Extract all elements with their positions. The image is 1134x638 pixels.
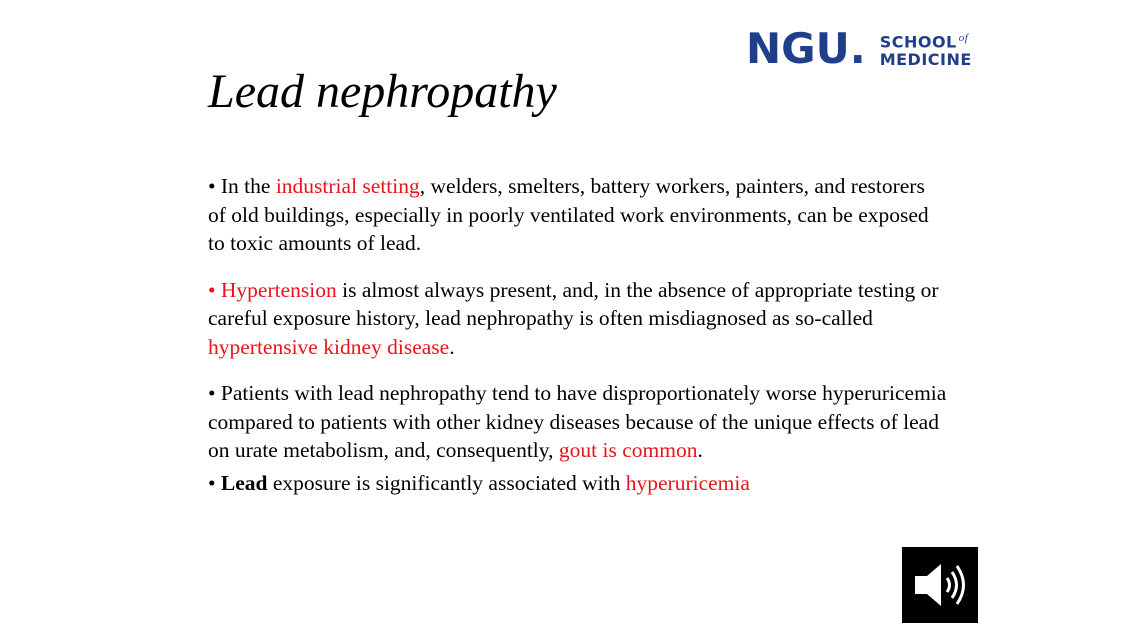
logo-subtitle [880, 30, 972, 67]
logo-line-2: MEDICINE [879, 49, 972, 69]
logo-line-1 [880, 30, 972, 50]
bullet-item [208, 172, 948, 258]
bullet-text: , welders, smelters, battery workers, painters, and restorers of old buildings, especially in poorly ventilated work environments, can be exposed to toxic amounts of lead. [208, 174, 929, 255]
bullet-text: exposure is significantly associated with [267, 470, 626, 495]
highlight-text: hypertensive kidney disease [208, 334, 450, 359]
bullet-text: • [208, 470, 221, 495]
speaker-icon-graphic [907, 552, 973, 618]
bullet-list [208, 172, 948, 515]
bullet-text: • In the [208, 174, 276, 198]
bullet-item [208, 469, 948, 498]
highlight-text: hyperuricemia [625, 470, 750, 495]
speaker-icon[interactable] [902, 547, 978, 623]
logo-school-text: SCHOOL [879, 32, 957, 52]
highlight-text: industrial setting [275, 174, 420, 198]
bullet-text: . [697, 438, 703, 462]
ngu-school-of-medicine-logo [746, 24, 972, 73]
highlight-text: gout is common [558, 438, 698, 462]
bullet-item [208, 276, 948, 362]
bullet-text: is almost always present, and, in the absence of appropriate testing or careful exposure history, lead nephropathy is often misdiagnosed as so-called [208, 277, 939, 330]
logo-main-text: NGU. [746, 24, 866, 73]
bullet-text: . [449, 334, 455, 359]
bold-text: Lead [220, 470, 268, 495]
logo-of-text: of [958, 32, 969, 45]
slide-title: Lead nephropathy [208, 65, 557, 118]
highlight-text: • Hypertension [208, 277, 337, 302]
bullet-text: • Patients with lead nephropathy tend to have disproportionately worse hyperuricemia compared to patients with other kidney diseases because of the unique effects of lead on urate metabolism, and, consequently, [208, 381, 947, 462]
bullet-item [208, 379, 948, 465]
